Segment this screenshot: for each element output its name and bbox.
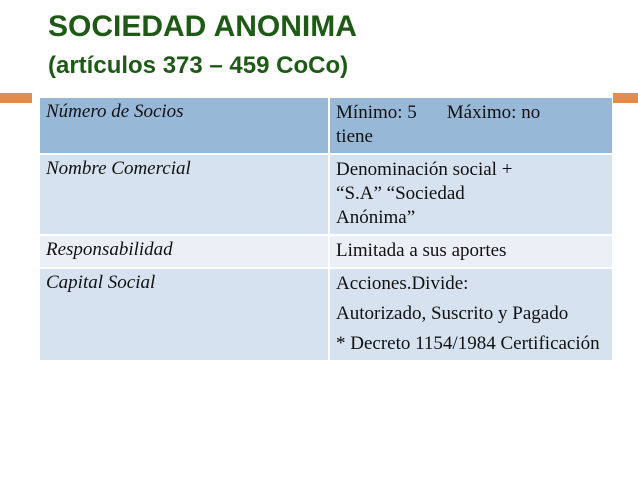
row-value: [329, 97, 612, 154]
table-row: [40, 268, 612, 360]
row-label: Responsabilidad: [40, 235, 329, 268]
slide-title: SOCIEDAD ANONIMA: [48, 10, 357, 43]
members-max: Máximo: no: [446, 102, 541, 123]
table-row: [40, 154, 612, 235]
capital-para-2: Autorizado, Suscrito y Pagado: [336, 303, 569, 324]
row-label: Capital Social: [40, 268, 329, 360]
row-label: Número de Socios: [40, 97, 329, 154]
capital-para-1: Acciones.Divide:: [336, 273, 469, 294]
name-line-3: Anónima”: [336, 207, 416, 228]
table-row: [40, 235, 612, 268]
row-value: [329, 235, 612, 268]
slide-subtitle: (artículos 373 – 459 CoCo): [48, 52, 349, 79]
row-label: Nombre Comercial: [40, 154, 329, 235]
company-features-table: [40, 96, 612, 360]
table-row: [40, 97, 612, 154]
name-line-2: “S.A” “Sociedad: [336, 183, 465, 204]
members-min: Mínimo: 5: [336, 102, 417, 123]
capital-para-3: * Decreto 1154/1984 Certificación: [336, 333, 600, 354]
members-max-cont: tiene: [336, 126, 373, 147]
accent-bar-left: [0, 93, 32, 103]
name-line-1: Denominación social +: [336, 159, 513, 180]
row-value: [329, 154, 612, 235]
liability-value: Limitada a sus aportes: [336, 240, 507, 261]
accent-bar-right: [613, 93, 638, 103]
row-value: [329, 268, 612, 360]
